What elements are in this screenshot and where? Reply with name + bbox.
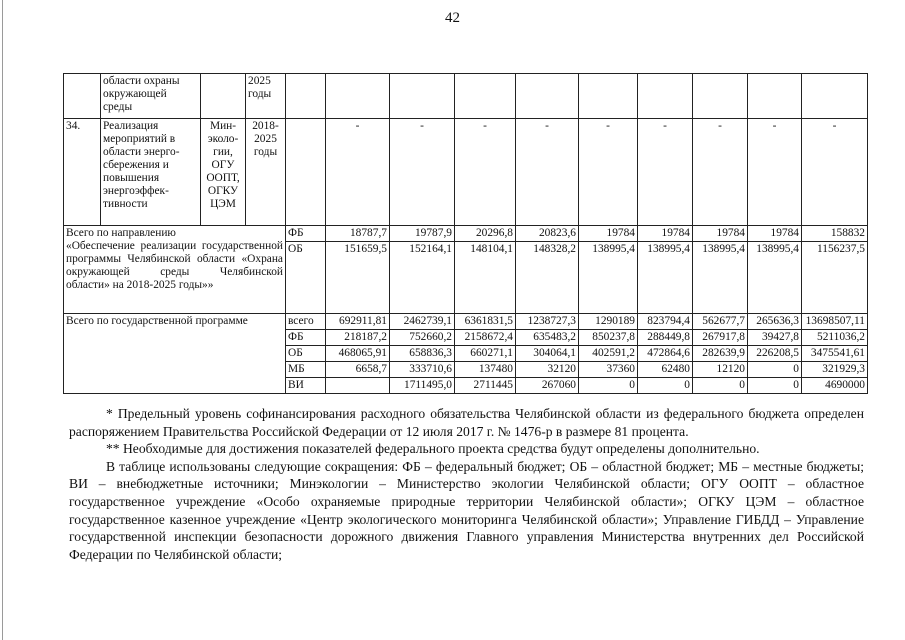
cell-value: 148328,2 (516, 242, 579, 314)
cell-value: 19787,9 (390, 226, 455, 242)
cell-value: 2711445 (455, 378, 516, 394)
cell-value: - (748, 119, 802, 226)
cell-value: 0 (693, 378, 748, 394)
cell-value: 19784 (638, 226, 693, 242)
direction-title-last-line: области» на 2018-2025 годы»» (66, 279, 214, 291)
cell-value: - (802, 119, 868, 226)
cell-num (64, 74, 101, 119)
cell-value: 468065,91 (326, 346, 390, 362)
cell-value: 1290189 (579, 314, 638, 330)
cell-value: - (455, 119, 516, 226)
cell-source: ОБ (286, 242, 326, 314)
cell-executor (201, 74, 246, 119)
cell-value: 6361831,5 (455, 314, 516, 330)
cell-value: 12120 (693, 362, 748, 378)
cell-period: 2018-2025 годы (246, 119, 286, 226)
footnotes (69, 405, 864, 563)
cell-value: - (693, 119, 748, 226)
cell-value: 1711495,0 (390, 378, 455, 394)
cell-value: 752660,2 (390, 330, 455, 346)
cell-value: 2462739,1 (390, 314, 455, 330)
cell-value: 19784 (748, 226, 802, 242)
cell-value: 138995,4 (638, 242, 693, 314)
cell-value: 562677,7 (693, 314, 748, 330)
cell-value: 6658,7 (326, 362, 390, 378)
cell-value: 0 (748, 362, 802, 378)
cell-value: 635483,2 (516, 330, 579, 346)
cell-value: 151659,5 (326, 242, 390, 314)
cell-value: 19784 (579, 226, 638, 242)
cell-value: 692911,81 (326, 314, 390, 330)
footnote-federal-project: ** Необходимые для достижения показателей федерального проекта средства будут определены дополнительно. (106, 441, 760, 457)
direction-total-title (64, 226, 286, 314)
budget-table (63, 73, 868, 394)
cell-value: 39427,8 (748, 330, 802, 346)
cell-value (326, 378, 390, 394)
cell-value: 660271,1 (455, 346, 516, 362)
direction-title-first-line: Всего по направлению (66, 227, 176, 239)
cell-value: 850237,8 (579, 330, 638, 346)
cell-period: 2025 годы (246, 74, 286, 119)
table-row-continuation (64, 74, 868, 119)
cell-value: - (516, 119, 579, 226)
cell-value: 402591,2 (579, 346, 638, 362)
cell-value: 32120 (516, 362, 579, 378)
cell-value: - (579, 119, 638, 226)
cell-source: всего (286, 314, 326, 330)
cell-source (286, 74, 326, 119)
program-total-title: Всего по государственной программе (64, 314, 286, 394)
cell-value: 62480 (638, 362, 693, 378)
cell-value: 138995,4 (693, 242, 748, 314)
table-row-direction-fb (64, 226, 868, 242)
cell-value: 19784 (693, 226, 748, 242)
page-left-edge (2, 0, 3, 640)
cell-value: 288449,8 (638, 330, 693, 346)
cell-num: 34. (64, 119, 101, 226)
cell-value: - (390, 119, 455, 226)
cell-value: 265636,3 (748, 314, 802, 330)
cell-value: 20823,6 (516, 226, 579, 242)
cell-value: 321929,3 (802, 362, 868, 378)
abbreviations-paragraph: В таблице использованы следующие сокращения: ФБ – федеральный бюджет; ОБ – областной бюджет; МБ – местные бюджеты; ВИ – внебюджетные источники; Минэкологии – Министерство экологии Челябинской области; ОГУ ООПТ – областное государственное учреждение «Особо охраняемые природные территории Челябинской области»; ОГКУ ЦЭМ – областное государственное казенное учреждение «Центр экологического мониторинга Челябинской области»; Управление ГИБДД – Управление государственной инспекции безопасности дорожного движения Главного управления Министерства внутренних дел Российской Федерации по Челябинской области; (69, 458, 864, 562)
cell-value: 4690000 (802, 378, 868, 394)
cell-value: 138995,4 (748, 242, 802, 314)
cell-value: 138995,4 (579, 242, 638, 314)
cell-value: 2158672,4 (455, 330, 516, 346)
cell-value: - (638, 119, 693, 226)
cell-value: 37360 (579, 362, 638, 378)
page-number: 42 (445, 10, 460, 26)
cell-value: 304064,1 (516, 346, 579, 362)
cell-value: 1156237,5 (802, 242, 868, 314)
cell-source: ФБ (286, 330, 326, 346)
cell-source: МБ (286, 362, 326, 378)
cell-source: ОБ (286, 346, 326, 362)
footnote-cofinancing: * Предельный уровень софинансирования расходного обязательства Челябинской области из федерального бюджета определен распоряжением Правительства Российской Федерации от 12 июля 2017 г. № 1476-р в размере 81 процента. (69, 406, 864, 439)
cell-value: 152164,1 (390, 242, 455, 314)
direction-title-body: «Обеспечение реализации государственной программы Челябинской области «Охрана окружающей среды Челябинской (66, 240, 283, 278)
cell-value: 0 (579, 378, 638, 394)
cell-executor: Мин-эколо-гии, ОГУ ООПТ, ОГКУ ЦЭМ (201, 119, 246, 226)
cell-value: 158832 (802, 226, 868, 242)
cell-value: 148104,1 (455, 242, 516, 314)
cell-value: 137480 (455, 362, 516, 378)
cell-value: - (326, 119, 390, 226)
cell-source (286, 119, 326, 226)
cell-value: 13698507,11 (802, 314, 868, 330)
cell-measure-name: Реализация мероприятий в области энерго-сбережения и повышения энергоэффек-тивности (101, 119, 201, 226)
table-row-program-total (64, 314, 868, 330)
cell-source: ФБ (286, 226, 326, 242)
table-row-34 (64, 119, 868, 226)
cell-value: 282639,9 (693, 346, 748, 362)
cell-value: 823794,4 (638, 314, 693, 330)
cell-value: 267060 (516, 378, 579, 394)
cell-value: 226208,5 (748, 346, 802, 362)
cell-value: 333710,6 (390, 362, 455, 378)
cell-value: 3475541,61 (802, 346, 868, 362)
cell-value: 5211036,2 (802, 330, 868, 346)
cell-source: ВИ (286, 378, 326, 394)
cell-value: 0 (638, 378, 693, 394)
cell-value: 472864,6 (638, 346, 693, 362)
cell-value: 0 (748, 378, 802, 394)
cell-value: 658836,3 (390, 346, 455, 362)
cell-value: 18787,7 (326, 226, 390, 242)
cell-measure-name: области охраны окружающей среды (101, 74, 201, 119)
cell-value: 218187,2 (326, 330, 390, 346)
cell-value: 267917,8 (693, 330, 748, 346)
cell-value: 1238727,3 (516, 314, 579, 330)
cell-value: 20296,8 (455, 226, 516, 242)
